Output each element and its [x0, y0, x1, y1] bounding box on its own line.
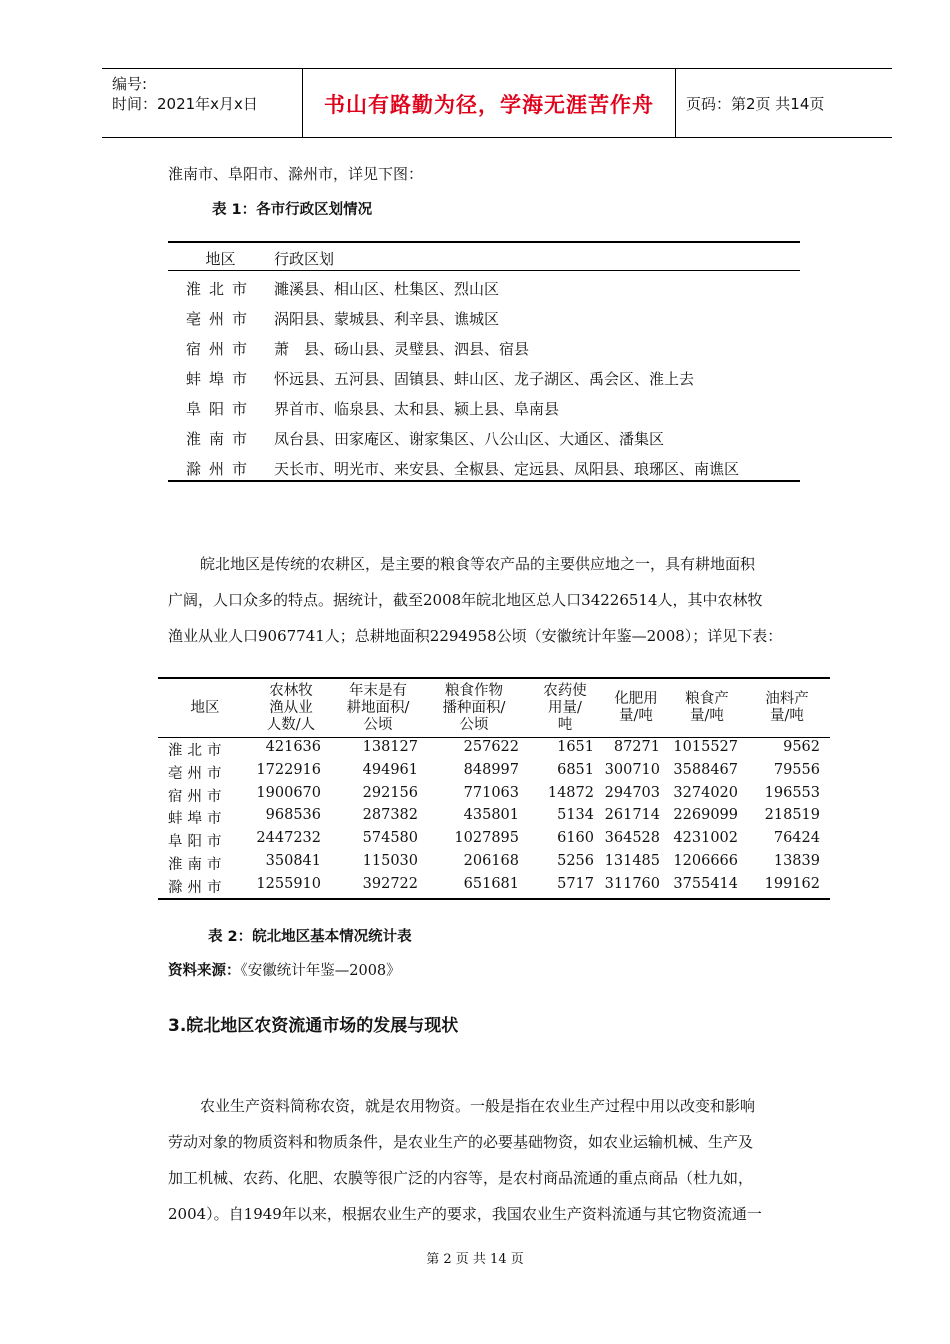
source-label: 资料来源：: [168, 963, 241, 979]
table2-cell: 131485: [604, 853, 660, 869]
table1-row: [168, 398, 800, 428]
table1-admin: 凤台县、田家庵区、谢家集区、八公山区、大通区、潘集区: [274, 430, 665, 448]
table2-cell: 257622: [463, 739, 519, 755]
time-label: 时间：2021年x月x日: [112, 95, 258, 113]
table2-cell: 771063: [463, 784, 519, 801]
table2-cell: 115030: [362, 853, 418, 869]
table2-cell: 2447232: [256, 830, 321, 847]
table2-cell: 4231002: [673, 830, 738, 847]
table2-cell: 1015527: [673, 739, 738, 755]
table2-cell: 138127: [362, 739, 418, 755]
table2-cell: 1255910: [256, 875, 321, 892]
intro-line: 淮南市、阜阳市、滁州市，详见下图：: [168, 165, 424, 183]
table2-cell: 311760: [604, 875, 660, 892]
table2-cell: 421636: [265, 739, 321, 755]
table2-cell: 968536: [265, 807, 321, 824]
page-footer: 第 2 页 共 14 页: [426, 1252, 524, 1267]
table2-region: 滁州市: [168, 879, 227, 896]
table2-cell: 5134: [557, 807, 594, 824]
table1-bottom-rule: [168, 480, 800, 482]
table2-cell: 300710: [604, 761, 660, 778]
table2-cell: 364528: [604, 830, 660, 847]
table2-cell: 1206666: [673, 853, 738, 869]
table2-cell: 292156: [362, 784, 418, 801]
table2-region: 宿州市: [168, 788, 227, 805]
table1-admin: 界首市、临泉县、太和县、颍上县、阜南县: [274, 400, 560, 418]
table1-admin: 涡阳县、蒙城县、利辛县、谯城区: [274, 310, 500, 328]
table2-cell: 494961: [362, 761, 418, 778]
table2-header-cell: 耕地面积/: [346, 699, 410, 716]
paragraph-2-line: 劳动对象的物质资料和物质条件，是农业生产的必要基础物资，如农业运输机械、生产及: [168, 1133, 754, 1151]
source-text: 《安徽统计年鉴—2008》: [240, 963, 401, 979]
table2-header-cell: 渔从业: [269, 699, 313, 716]
table1-header-region: 地区: [205, 250, 236, 268]
table2-region: 蚌埠市: [168, 811, 227, 828]
table1-region: 淮南市: [185, 430, 255, 448]
table2-cell: 79556: [773, 761, 820, 778]
table2-header-cell: 量/吨: [690, 708, 724, 724]
paragraph-2-line: 加工机械、农药、化肥、农膜等很广泛的内容等，是农村商品流通的重点商品（杜九如，: [168, 1169, 754, 1187]
table2-cell: 6851: [557, 761, 594, 778]
table1-row: [168, 368, 800, 398]
page-label: 页码：第2页 共14页: [686, 95, 825, 113]
table2-cell: 294703: [604, 784, 660, 801]
document-header: [102, 68, 892, 138]
table1-row: [168, 428, 800, 458]
table2-region: 亳州市: [168, 765, 227, 782]
table2-header-cell: 量/吨: [770, 708, 804, 724]
table2-cell: 6160: [557, 830, 594, 847]
table1-region: 蚌埠市: [185, 370, 255, 388]
table2-cell: 87271: [613, 739, 660, 755]
table2-cell: 14872: [547, 784, 594, 801]
header-motto-cell: [303, 69, 676, 137]
table2-header-cell: 播种面积/: [442, 699, 506, 716]
table1-admin: 濉溪县、相山区、杜集区、烈山区: [274, 280, 500, 298]
table2-cell: 199162: [764, 875, 820, 892]
table2-cell: 261714: [604, 807, 660, 824]
table2-header-cell: 吨: [557, 716, 573, 733]
table2-cell: 1900670: [256, 784, 321, 801]
table2-cell: 206168: [463, 853, 519, 869]
table2-region: 淮南市: [168, 857, 227, 873]
table2-header-cell: 公顷: [459, 716, 489, 733]
section-heading: 3.皖北地区农资流通市场的发展与现状: [168, 1016, 459, 1036]
paragraph-2-line: 2004）。自1949年以来，根据农业生产的要求，我国农业生产资料流通与其它物资流通一: [168, 1205, 762, 1223]
table1-admin: 怀远县、五河县、固镇县、蚌山区、龙子湖区、禹会区、淮上去: [274, 370, 695, 388]
header-meta-cell: [102, 69, 303, 137]
table1-row: [168, 338, 800, 368]
table2-cell: 287382: [362, 807, 418, 824]
header-page-cell: [676, 69, 892, 137]
paragraph-1-line: 广阔，人口众多的特点。据统计，截至2008年皖北地区总人口34226514人，其中农林牧: [168, 591, 763, 609]
table2-cell: 5717: [557, 875, 594, 892]
table2-header-cell: 农林牧: [269, 682, 313, 699]
table2-cell: 392722: [362, 875, 418, 892]
table1-region: 滁州市: [185, 460, 255, 478]
table2-cell: 651681: [463, 875, 519, 892]
table2-cell: 3274020: [673, 784, 738, 801]
paragraph-2-line: 农业生产资料简称农资，就是农用物资。一般是指在农业生产过程中用以改变和影响: [200, 1097, 756, 1115]
table2-header-cell: 农药使: [543, 682, 587, 699]
table2-cell: 5256: [557, 853, 594, 869]
table1-admin: 天长市、明光市、来安县、全椒县、定远县、凤阳县、琅琊区、南谯区: [274, 460, 740, 478]
paragraph-1-line: 渔业从业人口9067741人；总耕地面积2294958公顷（安徽统计年鉴—2008）；详见下表：: [168, 627, 783, 645]
table2-cell: 9562: [783, 739, 820, 755]
table2-header-cell: 油料产: [765, 691, 809, 707]
table2-header-cell: 人数/人: [266, 716, 316, 733]
table2-header-cell: 粮食作物: [445, 682, 503, 699]
paragraph-2: [168, 1088, 838, 1232]
table2-source: [168, 959, 401, 980]
table2-cell: 1651: [557, 739, 594, 755]
table2-header-cell: 公顷: [363, 716, 393, 733]
table2-cell: 2269099: [673, 807, 738, 824]
table1-region: 亳州市: [185, 310, 255, 328]
table2-cell: 76424: [773, 830, 820, 847]
table2-cell: 196553: [764, 784, 820, 801]
table2-cell: 1027895: [454, 830, 519, 847]
table2-caption: 表 2：皖北地区基本情况统计表: [208, 929, 412, 945]
table2-header-rule: [158, 737, 830, 738]
table2-header-cell: 量/吨: [619, 708, 653, 724]
table2-cell: 13839: [773, 853, 820, 869]
table1-row: [168, 278, 800, 308]
table1-top-rule: [168, 241, 800, 243]
table2-cell: 435801: [463, 807, 519, 824]
table2-header-cell: 化肥用: [614, 691, 658, 707]
table1-header-row: [168, 248, 800, 278]
table2-cell: 574580: [362, 830, 418, 847]
table1-admin: 萧 县、砀山县、灵璧县、泗县、宿县: [274, 340, 530, 358]
table2-cell: 848997: [463, 761, 519, 778]
table1-row: [168, 308, 800, 338]
table1-caption: 表 1：各市行政区划情况: [212, 202, 373, 218]
table2-header-cell: 粮食产: [685, 691, 729, 707]
table2-header-cell: 年末是有: [349, 682, 407, 699]
motto: 书山有路勤为径，学海无涯苦作舟: [324, 93, 654, 117]
table1-region: 宿州市: [185, 340, 255, 358]
table2-region: 淮北市: [168, 743, 227, 759]
table2-cell: 3588467: [673, 761, 738, 778]
table2-top-rule: [158, 677, 830, 679]
table2-region: 阜阳市: [168, 834, 227, 851]
table2-cell: 1722916: [256, 761, 321, 778]
table1-region: 淮北市: [185, 280, 255, 298]
table1-row: [168, 458, 800, 488]
table2-cell: 3755414: [673, 875, 738, 892]
table2-bottom-rule: [158, 898, 830, 900]
table2-cell: 218519: [764, 807, 820, 824]
table1-header-admin: 行政区划: [274, 250, 335, 268]
table2-cell: 350841: [265, 853, 321, 869]
table2-header-cell: 地区: [190, 699, 220, 716]
number-label: 编号:: [112, 75, 148, 93]
table1-header-rule: [168, 270, 800, 271]
paragraph-1: [168, 546, 838, 654]
table2-header-cell: 用量/: [548, 699, 582, 716]
paragraph-1-line: 皖北地区是传统的农耕区，是主要的粮食等农产品的主要供应地之一，具有耕地面积: [200, 555, 756, 573]
table1-region: 阜阳市: [185, 400, 255, 418]
